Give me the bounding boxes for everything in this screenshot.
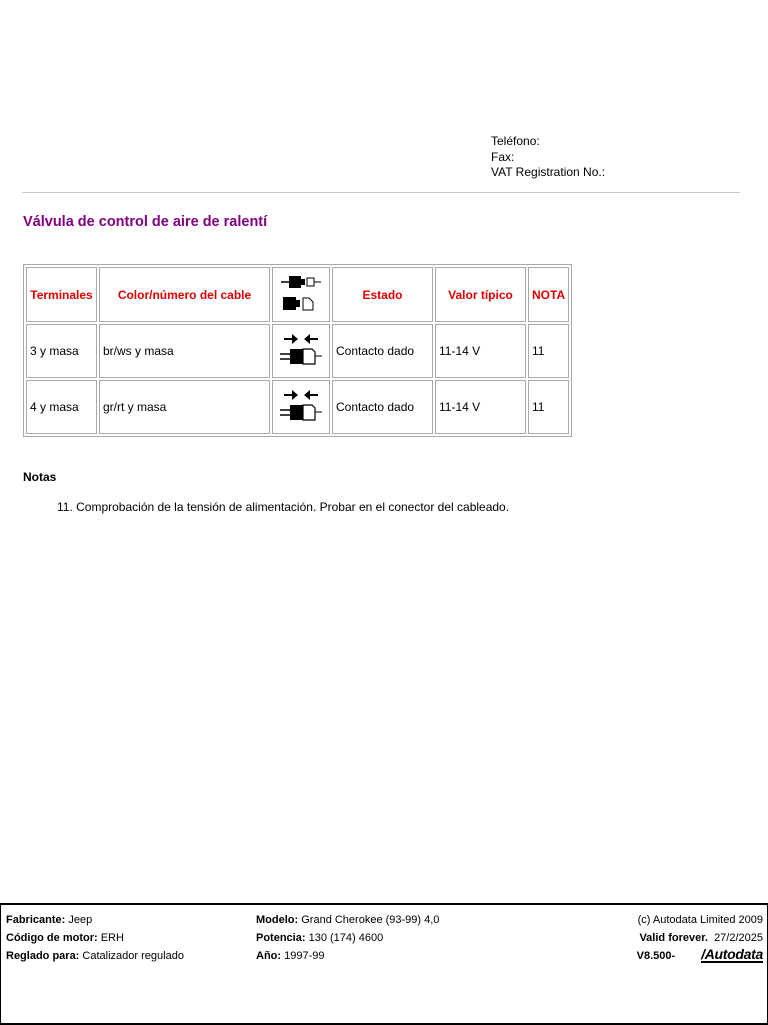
table-header-row	[26, 267, 569, 322]
reglado-value: Catalizador regulado	[82, 950, 184, 962]
cell-color: br/ws y masa	[99, 324, 270, 378]
codigo-label: Código de motor:	[6, 932, 98, 944]
cell-terminales: 3 y masa	[26, 324, 97, 378]
reglado-label: Reglado para:	[6, 950, 80, 962]
fax-label: Fax:	[491, 149, 515, 164]
connector-connected-icon	[276, 328, 326, 372]
cell-estado: Contacto dado	[332, 324, 433, 378]
cell-color: gr/rt y masa	[99, 380, 270, 434]
fabricante-value: Jeep	[68, 914, 93, 926]
cell-terminales: 4 y masa	[26, 380, 97, 434]
version: V8.500-	[636, 950, 676, 962]
cell-estado: Contacto dado	[332, 380, 433, 434]
contact-block	[491, 134, 605, 181]
footer-model-col	[256, 911, 439, 965]
autodata-logo: /Autodata	[701, 946, 763, 962]
page-title: Válvula de control de aire de ralentí	[23, 214, 268, 230]
cell-valor: 11-14 V	[435, 324, 526, 378]
modelo-value: Grand Cherokee (93-99) 4,0	[301, 914, 440, 926]
cell-nota: 11	[528, 324, 569, 378]
codigo-value: ERH	[100, 932, 124, 944]
footer	[0, 903, 768, 1025]
header-valor: Valor típico	[435, 267, 526, 322]
cell-icon	[272, 324, 330, 378]
vat-label: VAT Registration No.:	[491, 165, 606, 179]
footer-meta-col	[637, 911, 763, 965]
copyright: (c) Autodata Limited 2009	[637, 914, 763, 926]
connector-disconnected-icon	[279, 270, 323, 316]
ano-label: Año:	[256, 950, 282, 962]
valid-label: Valid forever.	[639, 932, 708, 944]
header-color: Color/número del cable	[99, 267, 270, 322]
header-terminales: Terminales	[26, 267, 97, 322]
notes-title: Notas	[23, 470, 57, 484]
modelo-label: Modelo:	[256, 914, 299, 926]
spec-table	[23, 264, 572, 437]
table-row	[26, 380, 569, 434]
telefono-label: Teléfono:	[491, 134, 540, 148]
footer-vehicle-col	[6, 911, 184, 965]
potencia-value: 130 (174) 4600	[308, 932, 384, 944]
potencia-label: Potencia:	[256, 932, 306, 944]
header-icon-cell	[272, 267, 330, 322]
valid-date: 27/2/2025	[714, 932, 763, 944]
divider	[22, 192, 740, 193]
ano-value: 1997-99	[284, 950, 325, 962]
header-estado: Estado	[332, 267, 433, 322]
cell-valor: 11-14 V	[435, 380, 526, 434]
note-item: 11. Comprobación de la tensión de alimentación. Probar en el conector del cableado.	[57, 500, 510, 514]
cell-nota: 11	[528, 380, 569, 434]
header-nota: NOTA	[528, 267, 569, 322]
fabricante-label: Fabricante:	[6, 914, 66, 926]
cell-icon	[272, 380, 330, 434]
connector-connected-icon	[276, 384, 326, 428]
logo-text: Autodata	[704, 946, 763, 962]
table-row	[26, 324, 569, 378]
